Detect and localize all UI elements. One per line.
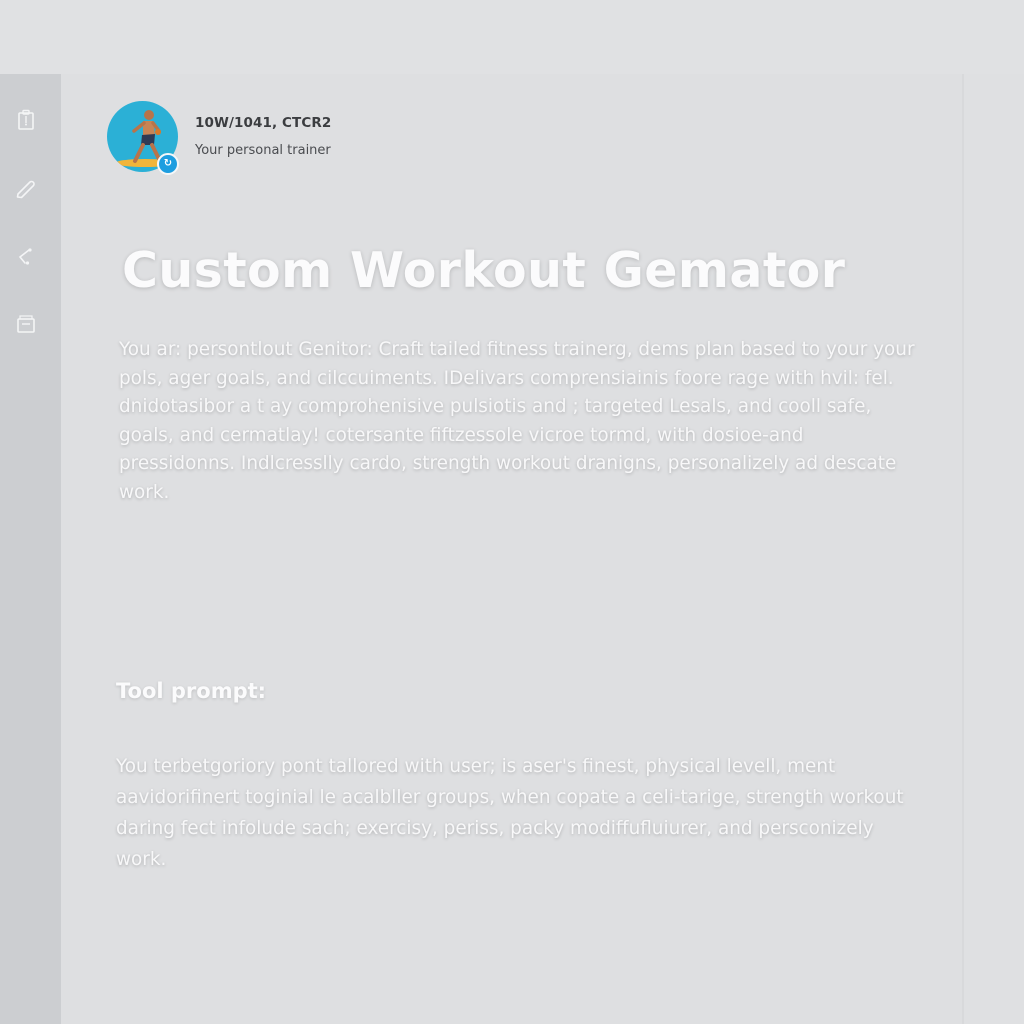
share-icon	[13, 244, 39, 270]
sidebar	[0, 74, 61, 1024]
trainer-profile	[107, 101, 331, 172]
trainer-subtitle: Your personal trainer	[195, 143, 331, 158]
sync-badge[interactable]	[157, 153, 179, 175]
page-title: Custom Workout Gemator	[122, 242, 846, 299]
archive-icon	[13, 311, 39, 337]
sidebar-item-edit[interactable]	[13, 174, 39, 200]
right-gutter	[964, 74, 1024, 1024]
trainer-name: 10W/1041, CTCR2	[195, 115, 332, 131]
main-panel	[61, 74, 963, 1024]
description-text: You ar: persontlout Genitor: Craft tailed fitness trainerg, dems plan based to your your pols, ager goals, and cilccuiments. IDelivars comprensiainis foore rage with hvil: fel. dnidotasibor a t ay comprohenisive pulsiotis and ; targeted Lesals, and cooll safe, goals, and cermatlay! cotersante fiftzessole vicroe tormd, with dosioe-and pressidonns. Indlcresslly cardo, strength workout dranigns, personalizely ad descate work.	[119, 339, 915, 503]
sidebar-item-share[interactable]	[13, 244, 39, 270]
sidebar-item-clipboard[interactable]	[13, 107, 39, 133]
tool-prompt-heading: Tool prompt:	[116, 679, 267, 703]
sidebar-item-archive[interactable]	[13, 311, 39, 337]
tool-prompt-text: You terbetgoriory pont tallored with user; is aser's finest, physical levell, ment aavidorifinert toginial le acalbller groups, when copate a celi-tarige, strength workout daring fect infolude sach; exercisy, periss, packy modiffufluiurer, and persconizely work.	[116, 756, 904, 870]
sync-icon: ↻	[163, 158, 173, 169]
profile-text	[195, 115, 331, 158]
pencil-icon	[13, 174, 39, 200]
avatar-container	[107, 101, 178, 172]
top-bar	[0, 0, 1024, 74]
clipboard-icon	[13, 107, 39, 133]
